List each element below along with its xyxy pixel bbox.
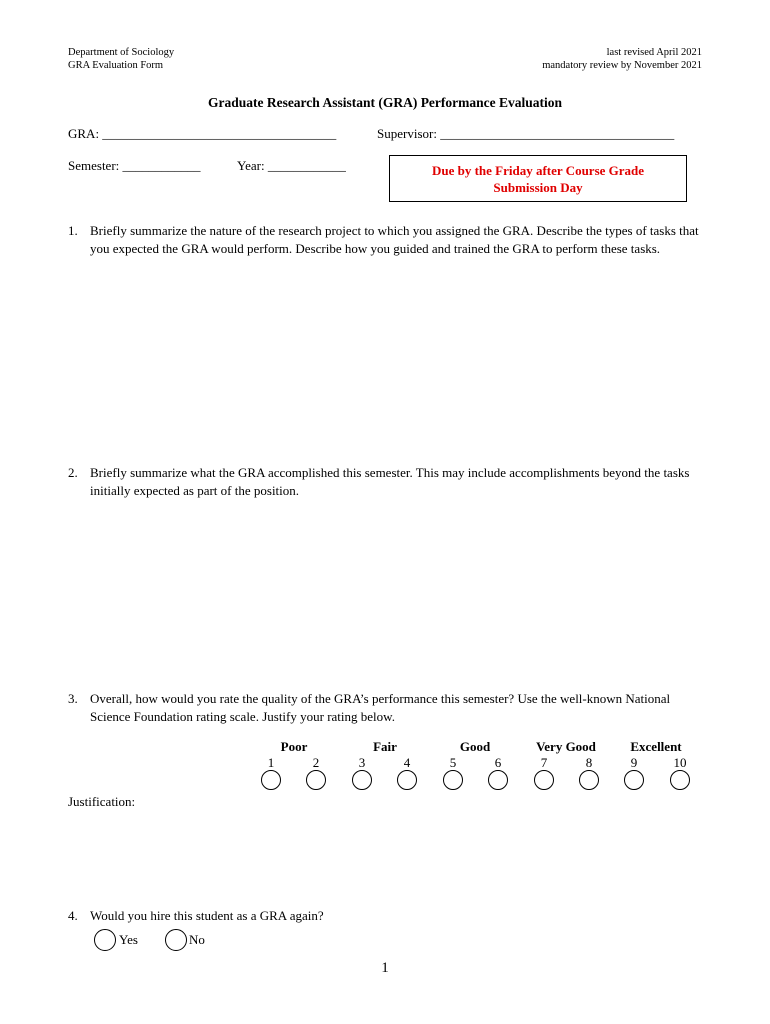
rating-number-4: 4 bbox=[403, 755, 411, 770]
rating-number-9: 9 bbox=[630, 755, 638, 770]
rating-label-good: Good bbox=[459, 739, 491, 754]
form-name: GRA Evaluation Form bbox=[68, 60, 164, 71]
question-3-text: Overall, how would you rate the quality of the GRA’s performance this semester? Use the well-known National Science Foundation rating scale. Justify your rating below. bbox=[90, 691, 671, 724]
rating-radio-4[interactable] bbox=[397, 770, 417, 790]
gra-name-field[interactable]: GRA: ____________________________________ bbox=[68, 126, 337, 141]
rating-radio-8[interactable] bbox=[579, 770, 599, 790]
rating-label-very-good: Very Good bbox=[536, 739, 596, 754]
question-4-text: Would you hire this student as a GRA again? bbox=[90, 908, 324, 923]
rating-number-2: 2 bbox=[312, 755, 320, 770]
rating-number-6: 6 bbox=[494, 755, 502, 770]
hire-option-yes-label: Yes bbox=[119, 932, 138, 947]
review-date: mandatory review by November 2021 bbox=[542, 60, 702, 71]
rating-number-7: 7 bbox=[540, 755, 548, 770]
rating-number-8: 8 bbox=[585, 755, 593, 770]
rating-label-excellent: Excellent bbox=[630, 739, 682, 754]
question-3-number: 3. bbox=[68, 691, 78, 706]
semester-field[interactable]: Semester: ____________ bbox=[68, 158, 201, 173]
rating-radio-2[interactable] bbox=[306, 770, 326, 790]
rating-number-1: 1 bbox=[267, 755, 275, 770]
supervisor-field[interactable]: Supervisor: ____________________________________ bbox=[377, 126, 675, 141]
rating-label-fair: Fair bbox=[373, 739, 397, 754]
question-1-number: 1. bbox=[68, 223, 78, 238]
hire-radio-no[interactable] bbox=[165, 929, 187, 951]
question-1-text: Briefly summarize the nature of the research project to which you assigned the GRA. Describe the types of tasks that you expected the GRA would perform. Describe how you guided and trained the GRA to perform these tasks. bbox=[90, 223, 699, 256]
page-title: Graduate Research Assistant (GRA) Performance Evaluation bbox=[207, 95, 563, 110]
justification-label: Justification: bbox=[68, 794, 136, 809]
rating-radio-7[interactable] bbox=[534, 770, 554, 790]
rating-label-poor: Poor bbox=[280, 739, 308, 754]
due-notice-box bbox=[389, 155, 687, 202]
rating-radio-10[interactable] bbox=[670, 770, 690, 790]
question-4-number: 4. bbox=[68, 908, 78, 923]
question-2-text: Briefly summarize what the GRA accomplished this semester. This may include accomplishments beyond the tasks initially expected as part of the position. bbox=[90, 465, 690, 498]
hire-radio-yes[interactable] bbox=[94, 929, 116, 951]
rating-number-5: 5 bbox=[449, 755, 457, 770]
hire-option-no-label: No bbox=[189, 932, 205, 947]
due-notice-line2: Submission Day bbox=[493, 179, 583, 195]
rating-radio-3[interactable] bbox=[352, 770, 372, 790]
question-1-answer-area[interactable] bbox=[68, 285, 698, 455]
rating-radio-9[interactable] bbox=[624, 770, 644, 790]
rating-radio-5[interactable] bbox=[443, 770, 463, 790]
rating-radio-6[interactable] bbox=[488, 770, 508, 790]
year-field[interactable]: Year: ____________ bbox=[237, 158, 346, 173]
header-left bbox=[68, 46, 174, 72]
justification-answer-area[interactable] bbox=[68, 815, 698, 900]
question-2-number: 2. bbox=[68, 465, 78, 480]
page-number: 1 bbox=[381, 960, 389, 976]
department-name: Department of Sociology bbox=[68, 47, 175, 58]
question-2-answer-area[interactable] bbox=[68, 505, 698, 685]
rating-number-10: 10 bbox=[673, 755, 687, 770]
revision-date: last revised April 2021 bbox=[606, 47, 702, 58]
header-right bbox=[402, 46, 702, 72]
rating-number-3: 3 bbox=[358, 755, 366, 770]
due-notice-line1: Due by the Friday after Course Grade bbox=[431, 162, 645, 178]
rating-radio-1[interactable] bbox=[261, 770, 281, 790]
